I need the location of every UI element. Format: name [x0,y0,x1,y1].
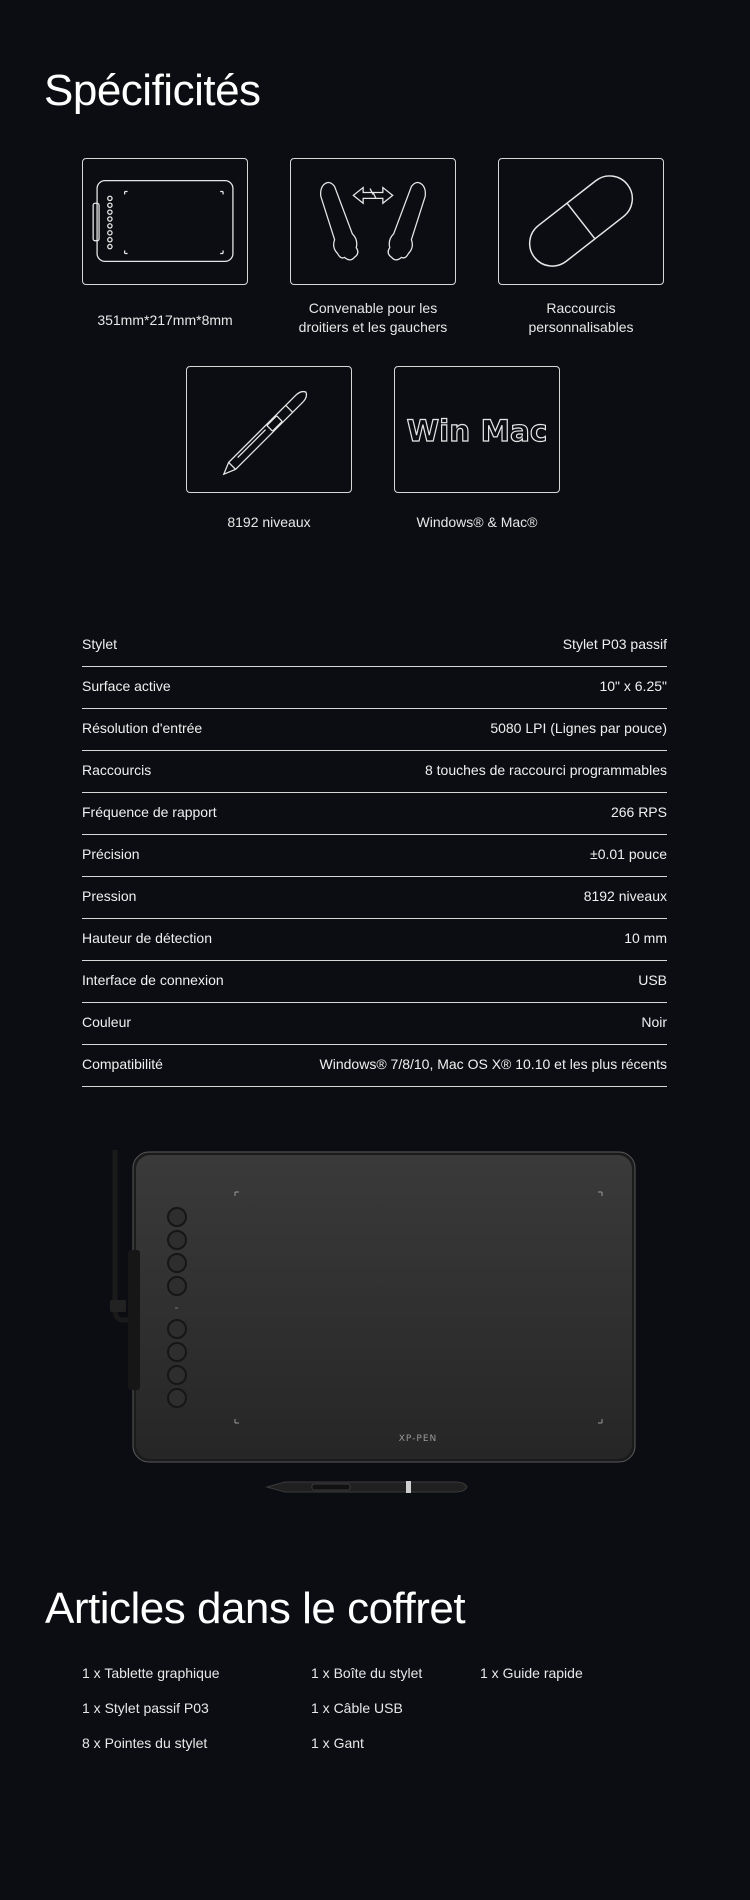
box-item: 1 x Stylet passif P03 [82,1700,209,1716]
spec-row [82,834,667,877]
spec-row-label: Résolution d'entrée [82,720,203,736]
spec-caption-hands-line2: droitiers et les gauchers [298,319,448,335]
box-item: 1 x Tablette graphique [82,1665,220,1681]
spec-row [82,666,667,709]
spec-row-label: Surface active [82,678,171,694]
spec-row-label: Hauteur de détection [82,930,212,946]
spec-row [82,708,667,751]
spec-caption-shortcuts [486,299,676,337]
spec-row-label: Fréquence de rapport [82,804,217,820]
win-mac-icon [394,366,560,493]
spec-caption-shortcuts-line2: personnalisables [528,319,634,335]
spec-row-value: Stylet P03 passif [562,636,667,652]
spec-row-value: 5080 LPI (Lignes par pouce) [490,720,667,736]
spec-caption-shortcuts-line1: Raccourcis [546,300,616,316]
spec-row-label: Précision [82,846,140,862]
spec-row-value: Noir [641,1014,667,1030]
spec-row-label: Raccourcis [82,762,152,778]
spec-row [82,918,667,961]
spec-caption-hands-line1: Convenable pour les [308,300,438,316]
spec-row [82,876,667,919]
spec-row-label: Couleur [82,1014,132,1030]
spec-caption-os: Windows® & Mac® [416,514,538,530]
spec-row-label: Compatibilité [82,1056,163,1072]
win-mac-text: Win Mac [406,413,548,448]
spec-row [82,624,667,667]
box-item: 1 x Boîte du stylet [311,1665,423,1681]
box-item: 1 x Gant [311,1735,364,1751]
spec-row-value: Windows® 7/8/10, Mac OS X® 10.10 et les plus récents [319,1056,667,1072]
spec-row-value: ±0.01 pouce [590,846,667,862]
spec-row-value: USB [638,972,667,988]
brand-logo: XP-PEN [398,1434,438,1444]
spec-row-value: 8192 niveaux [583,888,667,904]
box-title: Articles dans le coffret [45,1584,466,1633]
spec-row [82,960,667,1003]
spec-caption-hands [278,299,468,337]
spec-row-value: 8 touches de raccourci programmables [424,762,667,778]
specs-title: Spécificités [44,66,261,115]
spec-row [82,1044,667,1087]
spec-row-value: 10 mm [624,930,667,946]
spec-row [82,750,667,793]
capsule-shortcut-icon [498,158,664,285]
spec-row [82,1002,667,1045]
stylus-image [267,1481,467,1493]
tablet-product-image [100,1140,650,1510]
spec-row-value: 266 RPS [610,804,667,820]
spec-row [82,792,667,835]
spec-caption-size: 351mm*217mm*8mm [97,312,233,328]
tablet-outline-icon [82,158,248,285]
box-item: 8 x Pointes du stylet [82,1735,208,1751]
spec-row-label: Stylet [82,636,118,652]
left-right-hands-icon [290,158,456,285]
spec-row-label: Interface de connexion [82,972,224,988]
spec-row-label: Pression [82,888,137,904]
pen-icon [186,366,352,493]
box-item: 1 x Câble USB [311,1700,403,1716]
spec-row-value: 10" x 6.25" [599,678,667,694]
spec-caption-levels: 8192 niveaux [227,514,311,530]
box-item: 1 x Guide rapide [480,1665,583,1681]
